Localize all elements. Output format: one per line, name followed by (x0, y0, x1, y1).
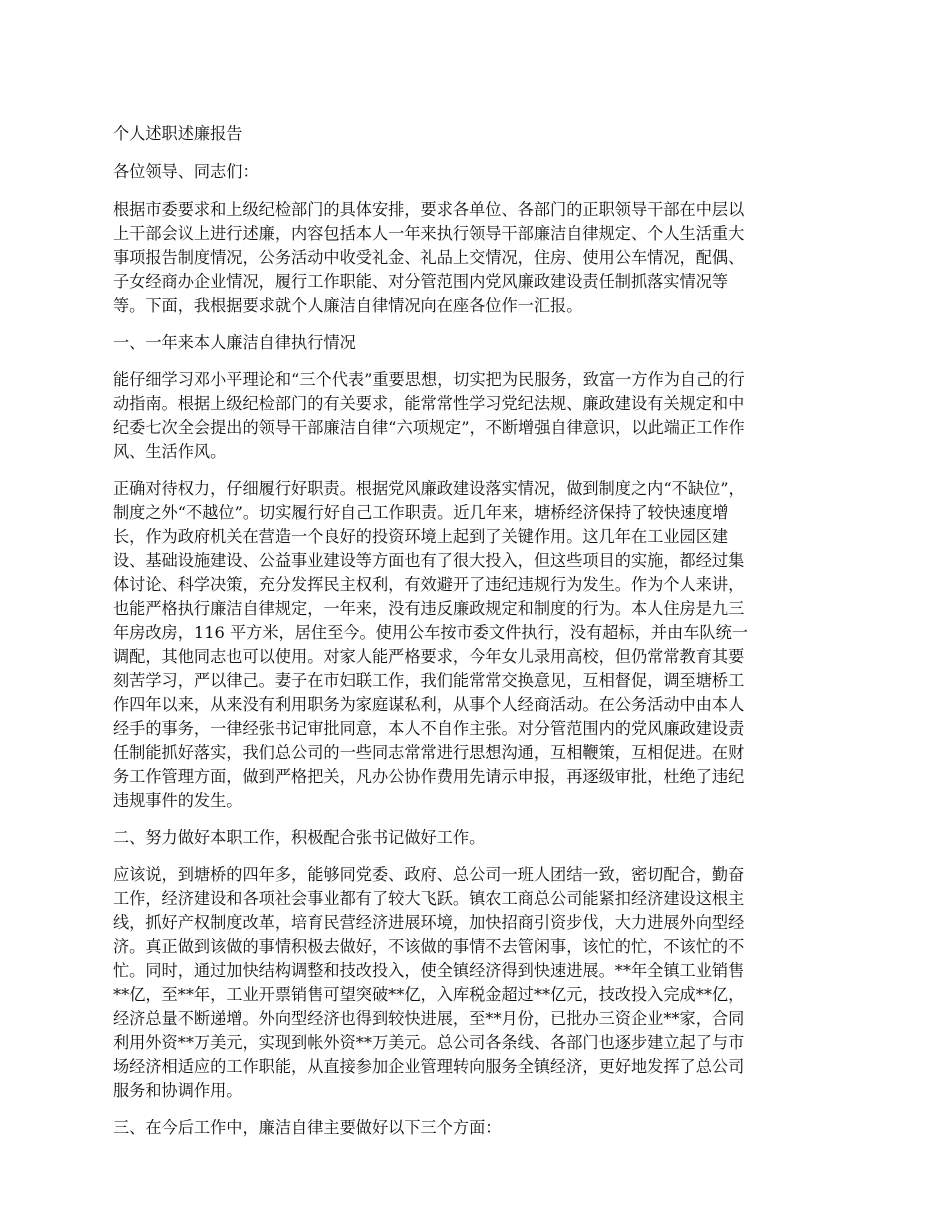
section-heading-1: 一、一年来本人廉洁自律执行情况 (113, 333, 356, 352)
paragraph-power: 正确对待权力，仔细履行好职责。根据党风廉政建设落实情况，做到制度之内“不缺位”， 制度之外“不越位”。切实履行好自己工作职责。近几年来，塘桥经济保持了较快速度增 长，作为政府机关在营造一个良好的投资环境上起到了关键作用。这几年在工业园区建 设、基础设施建设、公益事业建设等方面也有了很大投入，但这些项目的实施，都经过集 体讨论、科学决策，充分发挥民主权利，有效避开了违纪违规行为发生。作为个人来讲， 也能严格执行廉洁自律规定，一年来，没有违反廉政规定和制度的行为。本人住房是九三 年房改房，116 平方米，居住至今。使用公车按市委文件执行，没有超标，并由车队统一 调配，其他同志也可以使用。对家人能严格要求，今年女儿录用高校，但仍常常教育其要 刻苦学习，严以律己。妻子在市妇联工作，我们能常常交换意见，互相督促，调至塘桥工 作四年以来，从来没有利用职务为家庭谋私利，从事个人经商活动。在公务活动中由本人 经手的事务，一律经张书记审批同意，本人不自作主张。对分管范围内的党风廉政建设责 任制能抓好落实，我们总公司的一些同志常常进行思想沟通，互相鞭策，互相促进。在财 务工作管理方面，做到严格把关，凡办公协作费用先请示申报，再逐级审批，杜绝了违纪 违规事件的发生。 (113, 479, 748, 810)
paragraph-work: 应该说，到塘桥的四年多，能够同党委、政府、总公司一班人团结一致，密切配合，勤奋 工作，经济建设和各项社会事业都有了较大飞跃。镇农工商总公司能紧扣经济建设这根主 线，抓好产权制度改革，培育民营经济进展环境，加快招商引资步伐，大力进展外向型经 济。真正做到该做的事情积极去做好，不该做的事情不去管闲事，该忙的忙，不该忙的不 忙。同时，通过加快结构调整和技改投入，使全镇经济得到快速进展。**年全镇工业销售 **亿，至**年，工业开票销售可望突破**亿，入库税金超过**亿元，技改投入完成**亿， 经济总量不断递增。外向型经济也得到较快进展，至**月份，已批办三资企业**家，合同 利用外资**万美元，实现到帐外资**万美元。总公司各条线、各部门也逐步建立起了与市 场经济相适应的工作职能，从直接参加企业管理转向服务全镇经济，更好地发挥了总公司 服务和协调作用。 (113, 865, 745, 1100)
document-page (113, 122, 839, 1153)
section-heading-2: 二、努力做好本职工作，积极配合张书记做好工作。 (113, 828, 486, 847)
paragraph-study: 能仔细学习邓小平理论和“三个代表”重要思想，切实把为民服务，致富一方作为自己的行 动指南。根据上级纪检部门的有关要求，能常常性学习党纪法规、廉政建设有关规定和中 纪委七次全会提出的领导干部廉洁自律“六项规定”，不断增强自律意识，以此端正工作作 风、生活作风。 (113, 370, 745, 461)
paragraph-intro: 根据市委要求和上级纪检部门的具体安排，要求各单位、各部门的正职领导干部在中层以 上干部会议上进行述廉，内容包括本人一年来执行领导干部廉洁自律规定、个人生活重大 事项报告制度情况，公务活动中收受礼金、礼品上交情况，住房、使用公车情况，配偶、 子女经商办企业情况，履行工作职能、对分管范围内党风廉政建设责任制抓落实情况等 等。下面，我根据要求就个人廉洁自律情况向在座各位作一汇报。 (113, 200, 745, 315)
document-title: 个人述职述廉报告 (113, 124, 243, 143)
section-heading-3: 三、在今后工作中，廉洁自律主要做好以下三个方面： (113, 1118, 502, 1137)
salutation: 各位领导、同志们： (113, 162, 259, 181)
